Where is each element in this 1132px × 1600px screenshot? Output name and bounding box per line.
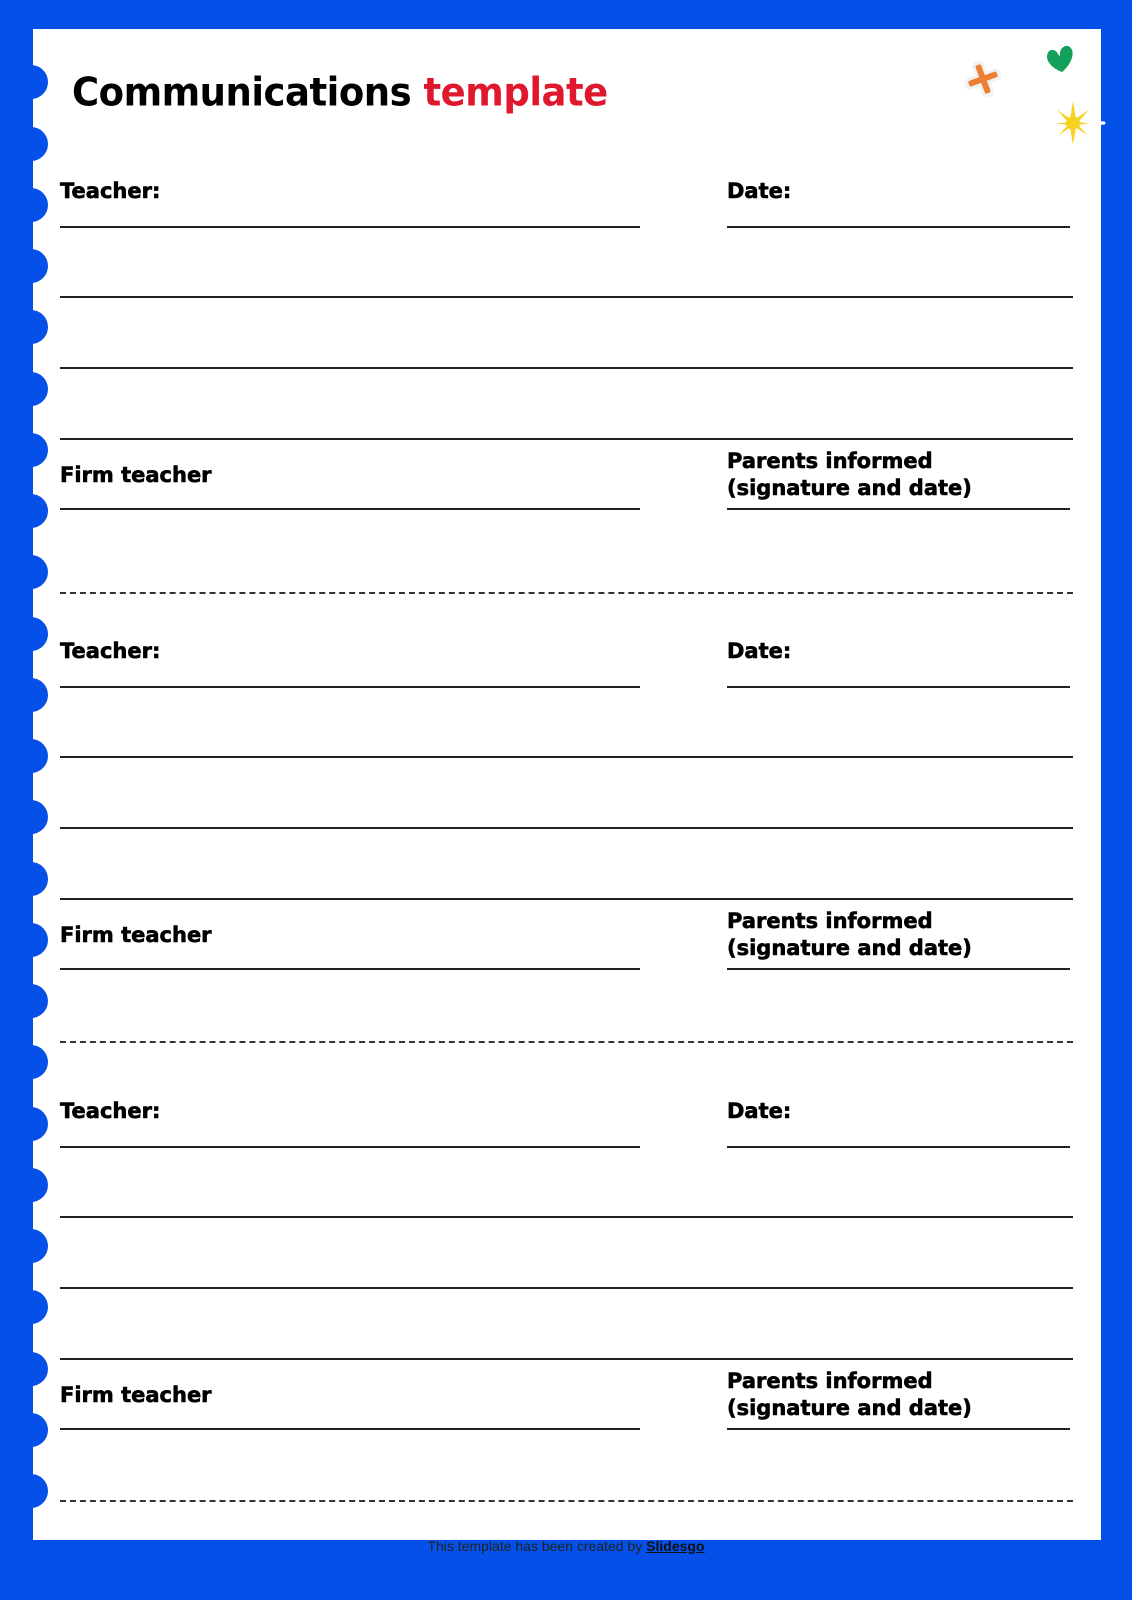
- date-label: Date:: [727, 1099, 792, 1123]
- cut-line: [60, 1500, 1073, 1502]
- cut-line: [60, 592, 1073, 594]
- parents-signature-field-line[interactable]: [727, 968, 1070, 970]
- slidesgo-link[interactable]: Slidesgo: [646, 1538, 705, 1554]
- parents-informed-label: [727, 1368, 972, 1422]
- page-title: [72, 70, 608, 115]
- title-accent: template: [423, 70, 608, 116]
- parents-signature-field-line[interactable]: [727, 1428, 1070, 1430]
- parents-informed-label: [727, 908, 972, 962]
- heart-sticker-icon: [1040, 40, 1080, 80]
- message-line-1[interactable]: [60, 756, 1073, 758]
- firm-teacher-label: Firm teacher: [60, 923, 212, 947]
- cut-line: [60, 1041, 1073, 1043]
- date-field-line[interactable]: [727, 1146, 1070, 1148]
- teacher-label: Teacher:: [60, 1099, 161, 1123]
- star-sparkle-sticker-icon: [1040, 90, 1106, 156]
- parents-informed-label-line2: (signature and date): [727, 1396, 972, 1420]
- firm-teacher-field-line[interactable]: [60, 968, 640, 970]
- parents-informed-label-line1: Parents informed: [727, 449, 933, 473]
- title-main: Communications: [72, 70, 412, 116]
- message-line-1[interactable]: [60, 296, 1073, 298]
- footer-credit: [0, 1538, 1132, 1554]
- message-line-2[interactable]: [60, 1287, 1073, 1289]
- firm-teacher-label: Firm teacher: [60, 463, 212, 487]
- firm-teacher-field-line[interactable]: [60, 1428, 640, 1430]
- message-line-2[interactable]: [60, 827, 1073, 829]
- date-field-line[interactable]: [727, 686, 1070, 688]
- plus-sticker-icon: [962, 58, 1004, 100]
- message-line-3[interactable]: [60, 438, 1073, 440]
- teacher-label: Teacher:: [60, 639, 161, 663]
- footer-text: This template has been created by: [427, 1538, 647, 1554]
- date-field-line[interactable]: [727, 226, 1070, 228]
- teacher-label: Teacher:: [60, 179, 161, 203]
- parents-informed-label-line1: Parents informed: [727, 909, 933, 933]
- parents-informed-label-line1: Parents informed: [727, 1369, 933, 1393]
- teacher-field-line[interactable]: [60, 226, 640, 228]
- message-line-1[interactable]: [60, 1216, 1073, 1218]
- parents-informed-label-line2: (signature and date): [727, 936, 972, 960]
- parents-informed-label-line2: (signature and date): [727, 476, 972, 500]
- date-label: Date:: [727, 179, 792, 203]
- message-line-2[interactable]: [60, 367, 1073, 369]
- message-line-3[interactable]: [60, 1358, 1073, 1360]
- firm-teacher-label: Firm teacher: [60, 1383, 212, 1407]
- date-label: Date:: [727, 639, 792, 663]
- paper-sheet: [33, 29, 1101, 1540]
- teacher-field-line[interactable]: [60, 686, 640, 688]
- teacher-field-line[interactable]: [60, 1146, 640, 1148]
- message-line-3[interactable]: [60, 898, 1073, 900]
- parents-signature-field-line[interactable]: [727, 508, 1070, 510]
- parents-informed-label: [727, 448, 972, 502]
- firm-teacher-field-line[interactable]: [60, 508, 640, 510]
